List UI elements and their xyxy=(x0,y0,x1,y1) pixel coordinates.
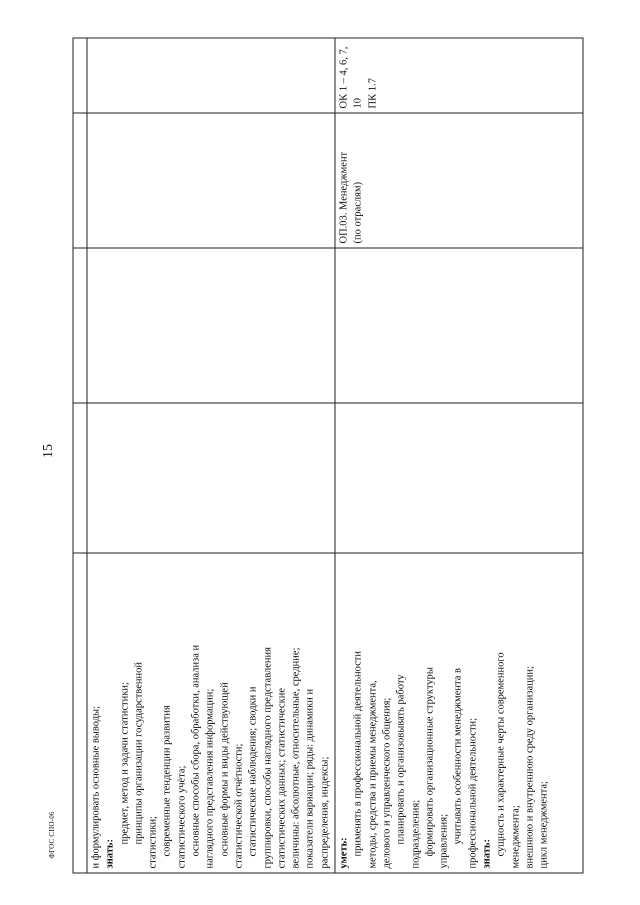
text-line: подразделения; xyxy=(409,799,421,868)
text-line: группировки, способы наглядного представления xyxy=(261,646,273,868)
text-line: основные способы сбора, обработки, анализа и xyxy=(190,644,202,856)
page-number: 15 xyxy=(41,444,56,458)
cell-r1-c5 xyxy=(73,38,87,113)
know-heading: знать: xyxy=(481,838,493,868)
rotated-table-wrapper xyxy=(72,38,574,873)
text-line: методы, средства и приемы менеджмента, xyxy=(366,679,378,868)
competency-codes: 10 xyxy=(352,97,364,108)
text-line: показатели вариации; ряды: динамики и xyxy=(304,688,316,868)
text-line: профессиональной деятельности; xyxy=(466,717,478,868)
cell-competencies xyxy=(335,38,583,113)
cell-r1-c2 xyxy=(73,403,87,553)
text-line: учитывать особенности менеджмента в xyxy=(452,667,464,844)
cell-r1-c3 xyxy=(73,248,87,403)
text-line: внешнюю и внутреннюю среду организации; xyxy=(523,665,535,868)
text-line: формировать организационные структуры xyxy=(423,666,435,856)
text-line: статистической отчётности; xyxy=(232,743,244,868)
cell-r2-c3 xyxy=(87,248,335,403)
know-heading: знать: xyxy=(104,838,116,868)
cell-discipline xyxy=(335,113,583,248)
cell-r2-c4 xyxy=(87,113,335,248)
footer-code: ФГОС СПО-06 xyxy=(48,811,56,859)
cell-r1-c4 xyxy=(73,113,87,248)
text-line: применять в профессиональной деятельности xyxy=(352,650,364,856)
cell-r1-c1 xyxy=(73,553,87,873)
discipline-scope: (по отраслям) xyxy=(352,181,364,243)
skills-heading: уметь: xyxy=(338,836,350,868)
text-line: управления; xyxy=(438,813,450,868)
cell-r2-c2 xyxy=(87,403,335,553)
cell-r3-c3 xyxy=(335,248,583,403)
text-line: делового и управленческого общения; xyxy=(380,697,392,868)
text-line: статистики; xyxy=(147,815,159,868)
text-line: основные формы и виды действующей xyxy=(218,681,230,856)
text-line: величины: абсолютные, относительные, средние; xyxy=(290,647,302,868)
text-line: планировать и организовывать работу xyxy=(395,673,407,844)
text-line: статистического учёта; xyxy=(175,765,187,868)
text-line: распределения, индексы; xyxy=(318,756,330,868)
cell-r2-c5 xyxy=(87,38,335,113)
text-line: статистических данных; статистические xyxy=(275,687,287,868)
text-line: сущность и характерные черты современного xyxy=(495,651,507,856)
cell-statistics-content xyxy=(87,553,335,873)
table-row-management xyxy=(335,38,583,873)
text-line: менеджмента; xyxy=(509,804,521,868)
text-line: предмет, метод и задачи статистики; xyxy=(118,681,130,844)
cell-management-content xyxy=(335,553,583,873)
cell-r3-c2 xyxy=(335,403,583,553)
text-line: современные тенденции развития xyxy=(161,704,173,856)
text-line: наглядного представления информации; xyxy=(204,688,216,868)
text-line: и формулировать основные выводы; xyxy=(90,705,101,868)
table-row-statistics xyxy=(87,38,335,873)
text-line: статистические наблюдения; сводки и xyxy=(247,685,259,856)
table-row-top xyxy=(73,38,87,873)
discipline-name: ОП.03. Менеджмент xyxy=(338,151,350,243)
rotated-table-frame xyxy=(72,38,574,873)
text-line: цикл менеджмента; xyxy=(538,780,550,868)
competency-codes: ПК 1.7 xyxy=(366,77,378,108)
text-line: принципы организации государственной xyxy=(132,661,144,844)
competency-table xyxy=(72,37,583,873)
competency-codes: ОК 1 – 4, 6, 7, xyxy=(338,46,350,108)
